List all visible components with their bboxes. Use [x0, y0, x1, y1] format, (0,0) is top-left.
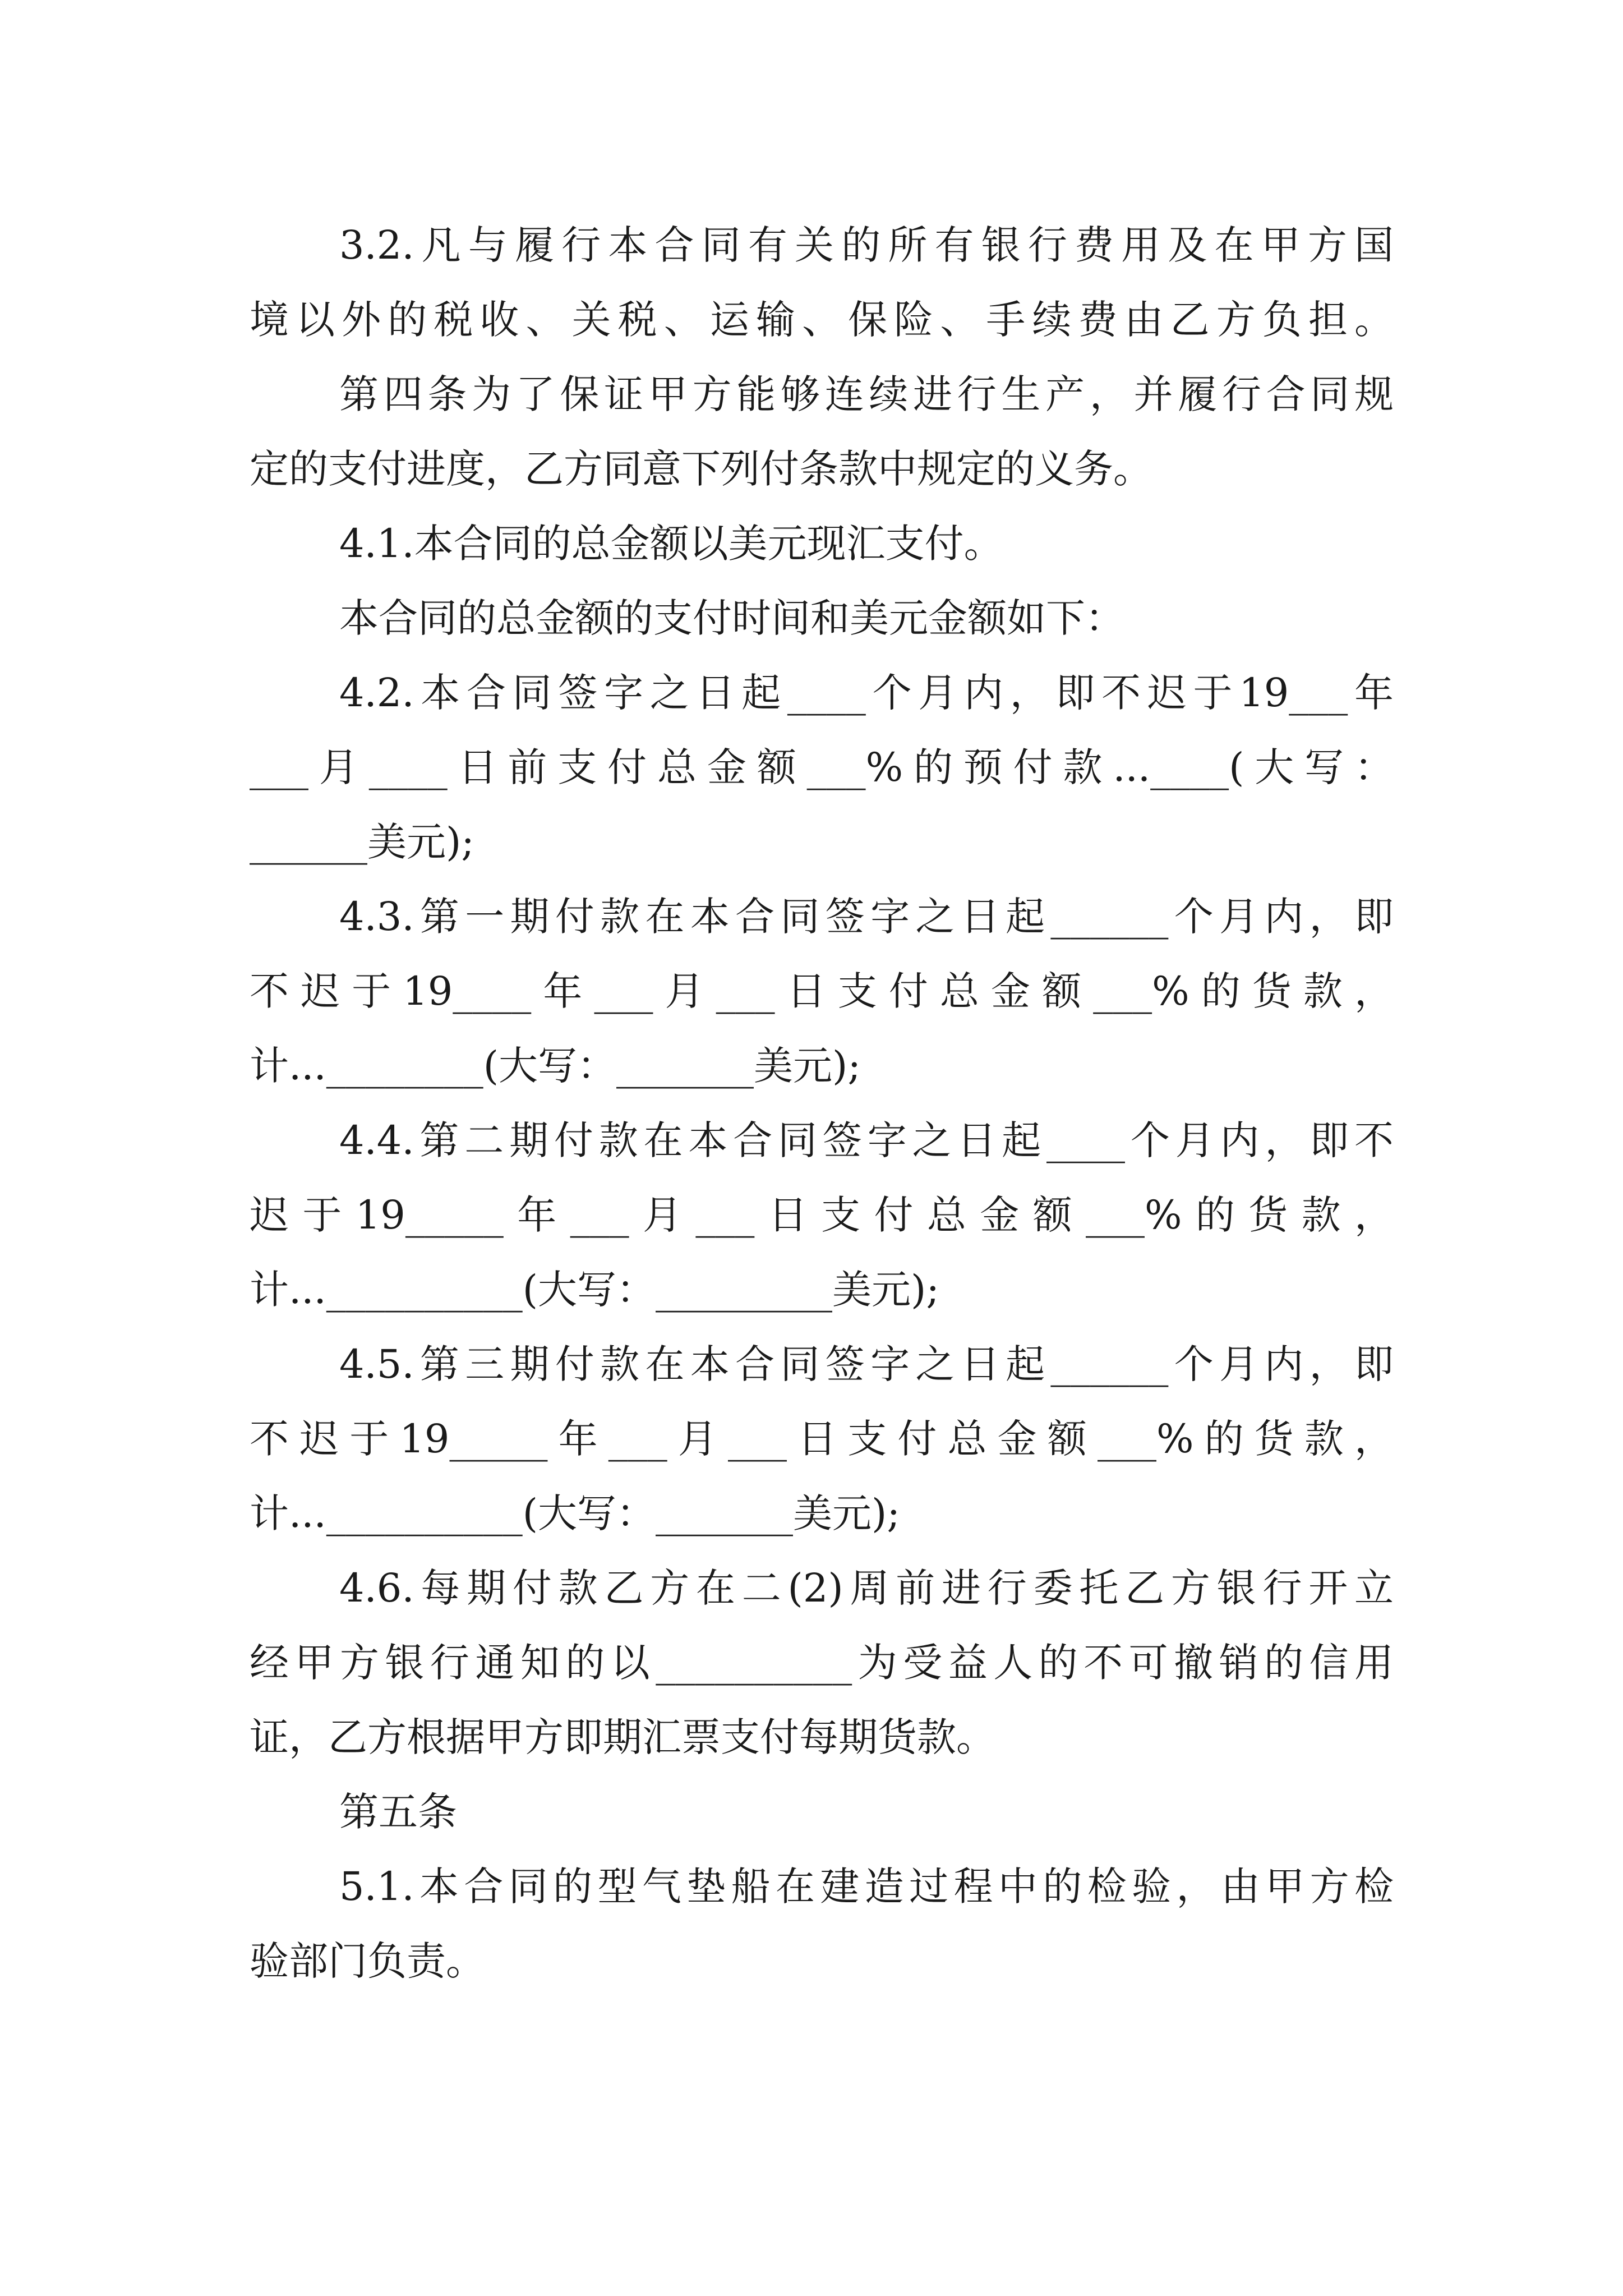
- line-clause-4-2: 4.2.本合同签字之日起____个月内，即不迟于19___年: [339, 670, 1394, 716]
- line-clause-4-3-cont: 不迟于19____年___月___日支付总金额___%的货款，: [250, 968, 1394, 1014]
- line-clause-4-1: 4.1.本合同的总金额以美元现汇支付。: [339, 521, 1003, 567]
- line-clause-3-2-cont: 境以外的税收、关税、运输、保险、手续费由乙方负担。: [250, 297, 1394, 343]
- line-clause-3-2: 3.2.凡与履行本合同有关的所有银行费用及在甲方国: [339, 222, 1394, 268]
- line-clause-4-3-end: 计...________(大写：_______美元);: [250, 1043, 861, 1089]
- line-clause-4-6: 4.6.每期付款乙方在二(2)周前进行委托乙方银行开立: [339, 1565, 1394, 1611]
- line-clause-5-1-cont: 验部门负责。: [250, 1938, 485, 1984]
- line-clause-4-4-end: 计...__________(大写：_________美元);: [250, 1267, 939, 1313]
- line-clause-4-2-cont: ___月____日前支付总金额___%的预付款...____(大写：: [250, 744, 1394, 790]
- line-article-4: 第四条为了保证甲方能够连续进行生产，并履行合同规: [339, 371, 1394, 417]
- line-clause-5-1: 5.1.本合同的型气垫船在建造过程中的检验，由甲方检: [339, 1864, 1394, 1910]
- line-clause-4-6-cont: 经甲方银行通知的以__________为受益人的不可撤销的信用: [250, 1640, 1394, 1686]
- line-clause-4-5-cont: 不迟于19_____年___月___日支付总金额___%的货款，: [250, 1416, 1394, 1462]
- line-article-4-cont: 定的支付进度，乙方同意下列付条款中规定的义务。: [250, 446, 1152, 492]
- line-clause-4-5: 4.5.第三期付款在本合同签字之日起______个月内，即: [339, 1341, 1394, 1387]
- line-clause-4-3: 4.3.第一期付款在本合同签字之日起______个月内，即: [339, 894, 1394, 940]
- line-clause-4-2-end: ______美元);: [250, 819, 474, 865]
- line-clause-4-5-end: 计...__________(大写：_______美元);: [250, 1490, 900, 1536]
- line-clause-4-4-cont: 迟于19_____年___月___日支付总金额___%的货款，: [250, 1192, 1394, 1238]
- line-article-5: 第五条: [339, 1789, 457, 1835]
- line-clause-4-4: 4.4.第二期付款在本合同签字之日起____个月内，即不: [339, 1117, 1394, 1163]
- line-payment-schedule-intro: 本合同的总金额的支付时间和美元金额如下：: [339, 595, 1124, 641]
- line-clause-4-6-end: 证，乙方根据甲方即期汇票支付每期货款。: [250, 1714, 995, 1760]
